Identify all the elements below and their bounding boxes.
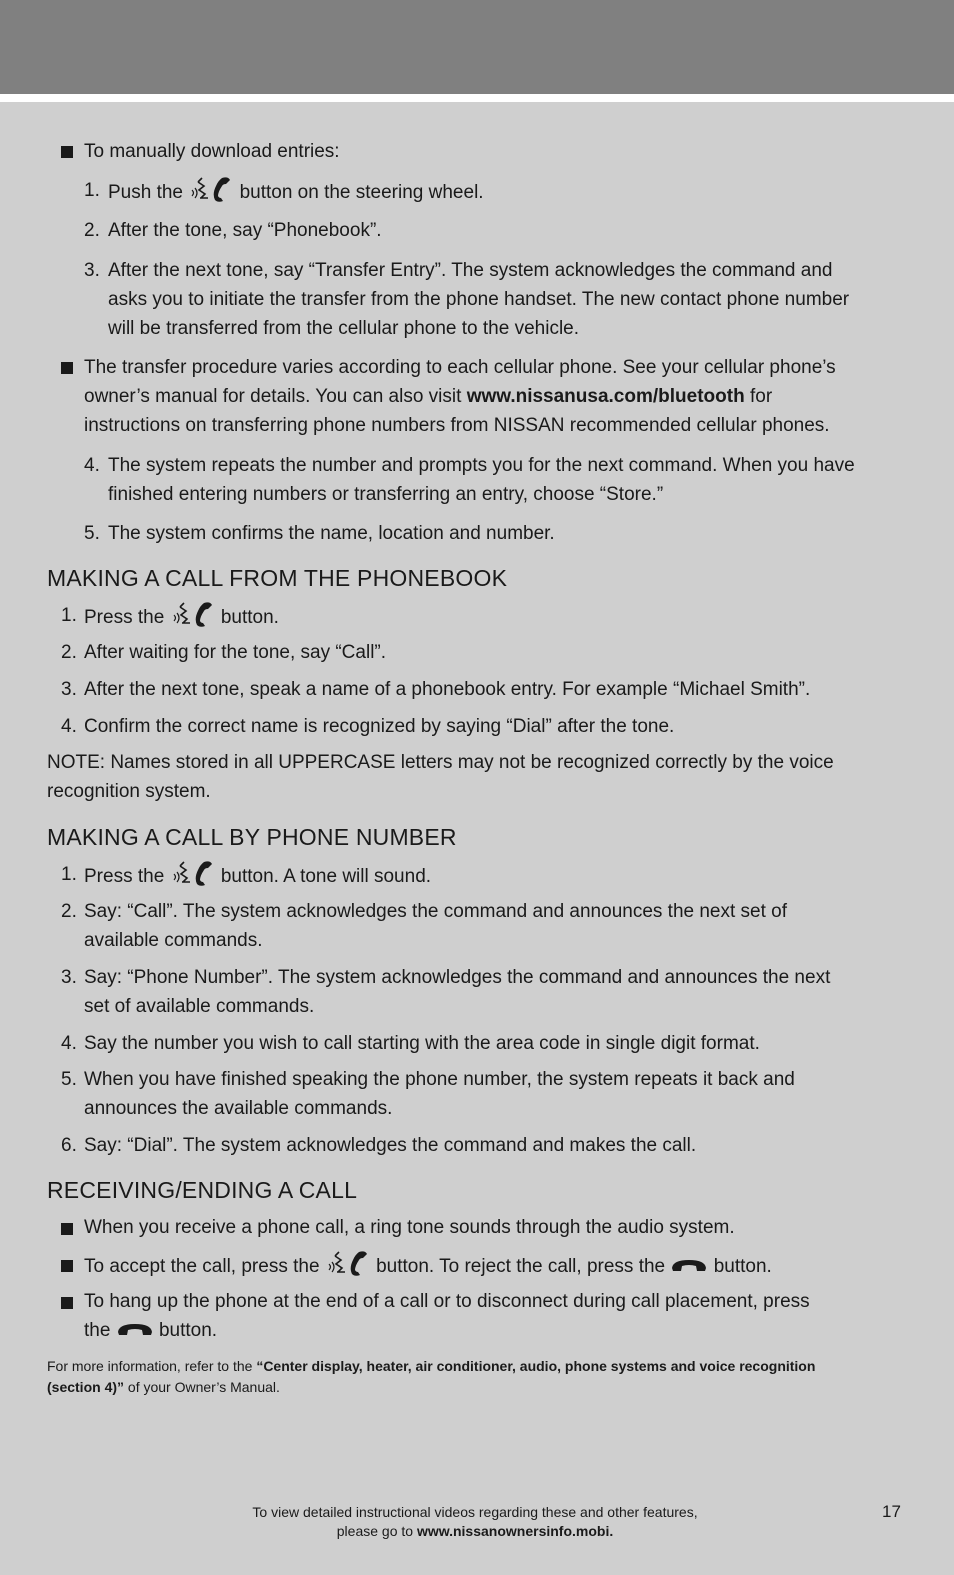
list-item-continued: available commands.: [84, 930, 263, 951]
list-item: Confirm the correct name is recognized by saying “Dial” after the tone.: [84, 716, 675, 737]
list-item: When you have finished speaking the phone number, the system repeats it back and: [84, 1069, 795, 1090]
list-item-continued: set of available commands.: [84, 996, 315, 1017]
end-call-icon: [670, 1257, 708, 1273]
download-intro: To manually download entries:: [84, 141, 340, 162]
list-item: Say: “Phone Number”. The system acknowledges the command and announces the next: [84, 967, 831, 988]
step-number: 4.: [61, 716, 77, 737]
list-item: Say: “Dial”. The system acknowledges the command and makes the call.: [84, 1135, 697, 1156]
step-number: 3.: [61, 967, 77, 988]
step-number: 1.: [84, 180, 100, 201]
step-number: 1.: [61, 605, 77, 626]
bullet-square: [61, 1260, 73, 1272]
list-item: Press the button. A tone will sound.: [84, 860, 431, 891]
step-number: 6.: [61, 1135, 77, 1156]
step-number: 4.: [61, 1033, 77, 1054]
transfer-note-line: owner’s manual for details. You can also visit www.nissanusa.com/bluetooth for: [84, 386, 773, 407]
list-item: After the next tone, speak a name of a phonebook entry. For example “Michael Smith”.: [84, 679, 811, 700]
list-item: Say the number you wish to call starting with the area code in single digit format.: [84, 1033, 760, 1054]
step-number: 4.: [84, 455, 100, 476]
bluetooth-link[interactable]: www.nissanusa.com/bluetooth: [466, 386, 745, 407]
footer-line: please go to www.nissanownersinfo.mobi.: [336, 1523, 614, 1539]
more-info-note: For more information, refer to the “Center display, heater, air conditioner, audio, phone systems and voice recognition: [47, 1358, 816, 1374]
step-number: 3.: [84, 260, 100, 281]
section-heading-phone-number: MAKING A CALL BY PHONE NUMBER: [47, 824, 457, 850]
list-item: When you receive a phone call, a ring tone sounds through the audio system.: [84, 1217, 735, 1238]
list-item: After the tone, say “Phonebook”.: [108, 220, 382, 241]
list-item-continued: announces the available commands.: [84, 1098, 393, 1119]
uppercase-note: NOTE: Names stored in all UPPERCASE letters may not be recognized correctly by the voice: [47, 752, 834, 773]
owners-info-link[interactable]: www.nissanownersinfo.mobi.: [416, 1523, 614, 1539]
list-item: After waiting for the tone, say “Call”.: [84, 642, 387, 663]
list-item: The system repeats the number and prompts you for the next command. When you have: [108, 455, 855, 476]
footer-line: To view detailed instructional videos regarding these and other features,: [252, 1504, 698, 1520]
bullet-square: [61, 1297, 73, 1309]
step-number: 2.: [61, 901, 77, 922]
voice-phone-icon: [325, 1250, 371, 1276]
list-item-continued: will be transferred from the cellular phone to the vehicle.: [108, 318, 580, 339]
bullet-square: [61, 362, 73, 374]
list-item: After the next tone, say “Transfer Entry”. The system acknowledges the command and: [108, 260, 833, 281]
step-number: 5.: [61, 1069, 77, 1090]
list-item: To accept the call, press the button. To reject the call, press the button.: [84, 1250, 772, 1281]
transfer-note: The transfer procedure varies according to each cellular phone. See your cellular phone’s: [84, 357, 836, 378]
section-heading-receiving: RECEIVING/ENDING A CALL: [47, 1177, 358, 1203]
section-heading-phonebook: MAKING A CALL FROM THE PHONEBOOK: [47, 565, 508, 591]
end-call-icon: [116, 1321, 154, 1337]
uppercase-note-line: recognition system.: [47, 781, 211, 802]
step-number: 2.: [84, 220, 100, 241]
list-item-continued: finished entering numbers or transferring an entry, choose “Store.”: [108, 484, 664, 505]
list-item: Push the button on the steering wheel.: [108, 176, 484, 207]
footer: [180, 1503, 770, 1541]
list-item: The system confirms the name, location and number.: [108, 523, 555, 544]
list-item-continued: asks you to initiate the transfer from the phone handset. The new contact phone number: [108, 289, 850, 310]
step-number: 3.: [61, 679, 77, 700]
voice-phone-icon: [188, 176, 234, 202]
list-item-continued: the button.: [84, 1320, 218, 1341]
step-number: 1.: [61, 864, 77, 885]
transfer-note-line: instructions on transferring phone numbers from NISSAN recommended cellular phones.: [84, 415, 830, 436]
header-divider: [0, 94, 954, 102]
bullet-square: [61, 146, 73, 158]
voice-phone-icon: [170, 860, 216, 886]
header-band: [0, 0, 954, 94]
bullet-square: [61, 1223, 73, 1235]
list-item: Press the button.: [84, 601, 279, 632]
voice-phone-icon: [170, 601, 216, 627]
step-number: 2.: [61, 642, 77, 663]
more-info-note-line: (section 4)” of your Owner’s Manual.: [47, 1379, 280, 1395]
list-item: Say: “Call”. The system acknowledges the command and announces the next set of: [84, 901, 788, 922]
step-number: 5.: [84, 523, 100, 544]
page-number: 17: [882, 1502, 901, 1521]
list-item: To hang up the phone at the end of a call or to disconnect during call placement, press: [84, 1291, 810, 1312]
